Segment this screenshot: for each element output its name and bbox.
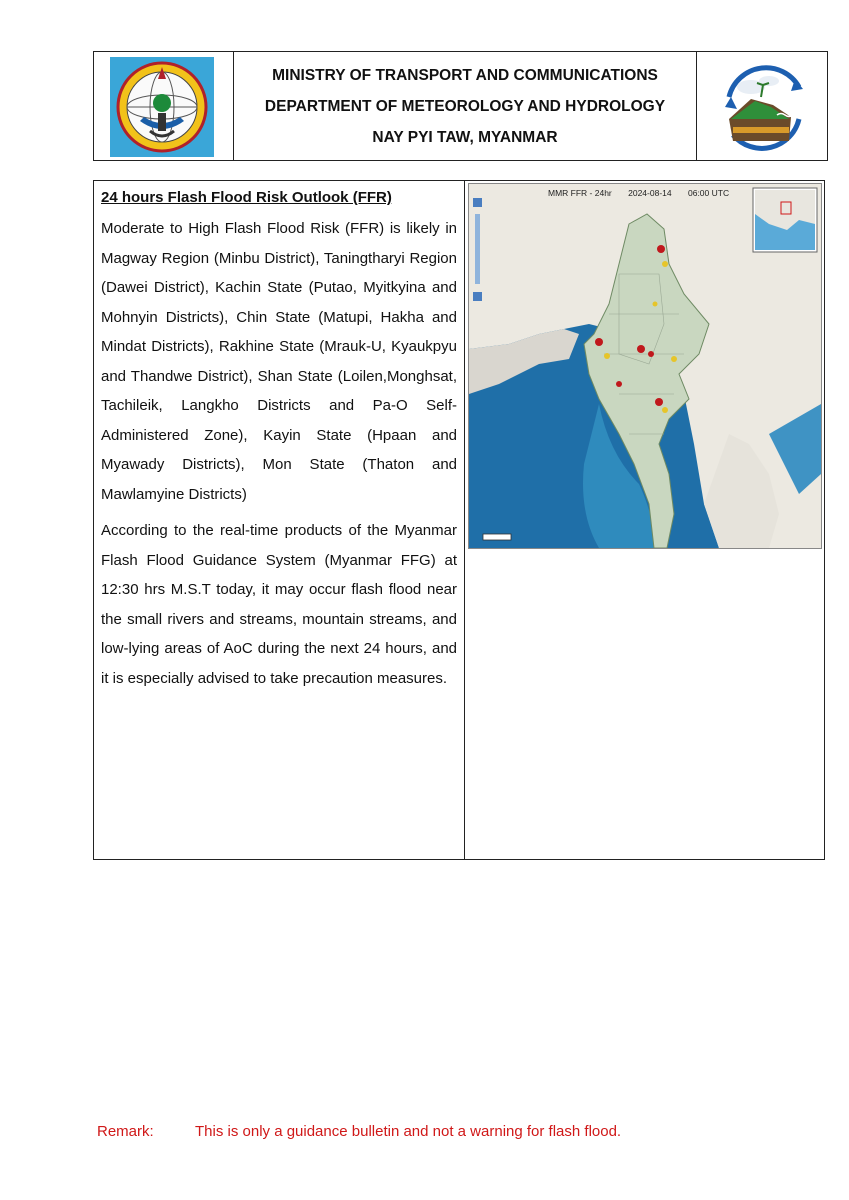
remark-text: This is only a guidance bulletin and not a warning for flash flood.	[195, 1123, 622, 1140]
bulletin-header	[93, 51, 828, 161]
remark-line	[97, 1123, 621, 1140]
risk-areas-paragraph: Moderate to High Flash Flood Risk (FFR) is likely in Magway Region (Minbu District), Taningtharyi Region (Dawei District), Kachin State (Putao, Myitkyina and Mohnyin Districts), Chin State (Matupi, Hakha and Mindat Districts), Rakhine State (Mrauk-U, Kyaukpyu and Thandwe District), Shan State (Loilen,Monghsat, Tachileik, Langkho Districts and Pa-O Self-Administered Zone), Kayin State (Hpaan and Myawady Districts), Mon State (Thaton and Mawlamyine Districts)	[101, 220, 457, 503]
map-caption	[548, 188, 743, 198]
outlook-text-cell	[94, 181, 465, 859]
right-logo-cell	[696, 52, 827, 160]
map-cell	[465, 181, 824, 859]
ffr-map	[468, 183, 822, 549]
map-date-label: 2024-08-14	[628, 188, 672, 198]
outlook-title: 24 hours Flash Flood Risk Outlook (FFR)	[101, 189, 392, 206]
ministry-emblem-icon	[110, 57, 214, 157]
outlook-table	[93, 180, 825, 860]
map-time-label: 06:00 UTC	[687, 188, 730, 198]
remark-label: Remark:	[97, 1123, 154, 1140]
department-name: DEPARTMENT OF METEOROLOGY AND HYDROLOGY	[264, 97, 666, 115]
ministry-name: MINISTRY OF TRANSPORT AND COMMUNICATIONS	[272, 66, 658, 84]
map-product-label: MMR FFR - 24hr	[548, 188, 612, 198]
hydrological-cycle-icon	[711, 57, 815, 157]
guidance-paragraph: According to the real-time products of the Myanmar Flash Flood Guidance System (Myanmar FFG) at 12:30 hrs M.S.T today, it may occur flash flood near the small rivers and streams, mountain streams, and low-lying areas of AoC during the next 24 hours, and it is especially advised to take precaution measures.	[101, 522, 457, 687]
left-logo-cell	[94, 52, 234, 160]
header-title-block	[234, 52, 696, 160]
location-line: NAY PYI TAW, MYANMAR	[372, 128, 558, 146]
